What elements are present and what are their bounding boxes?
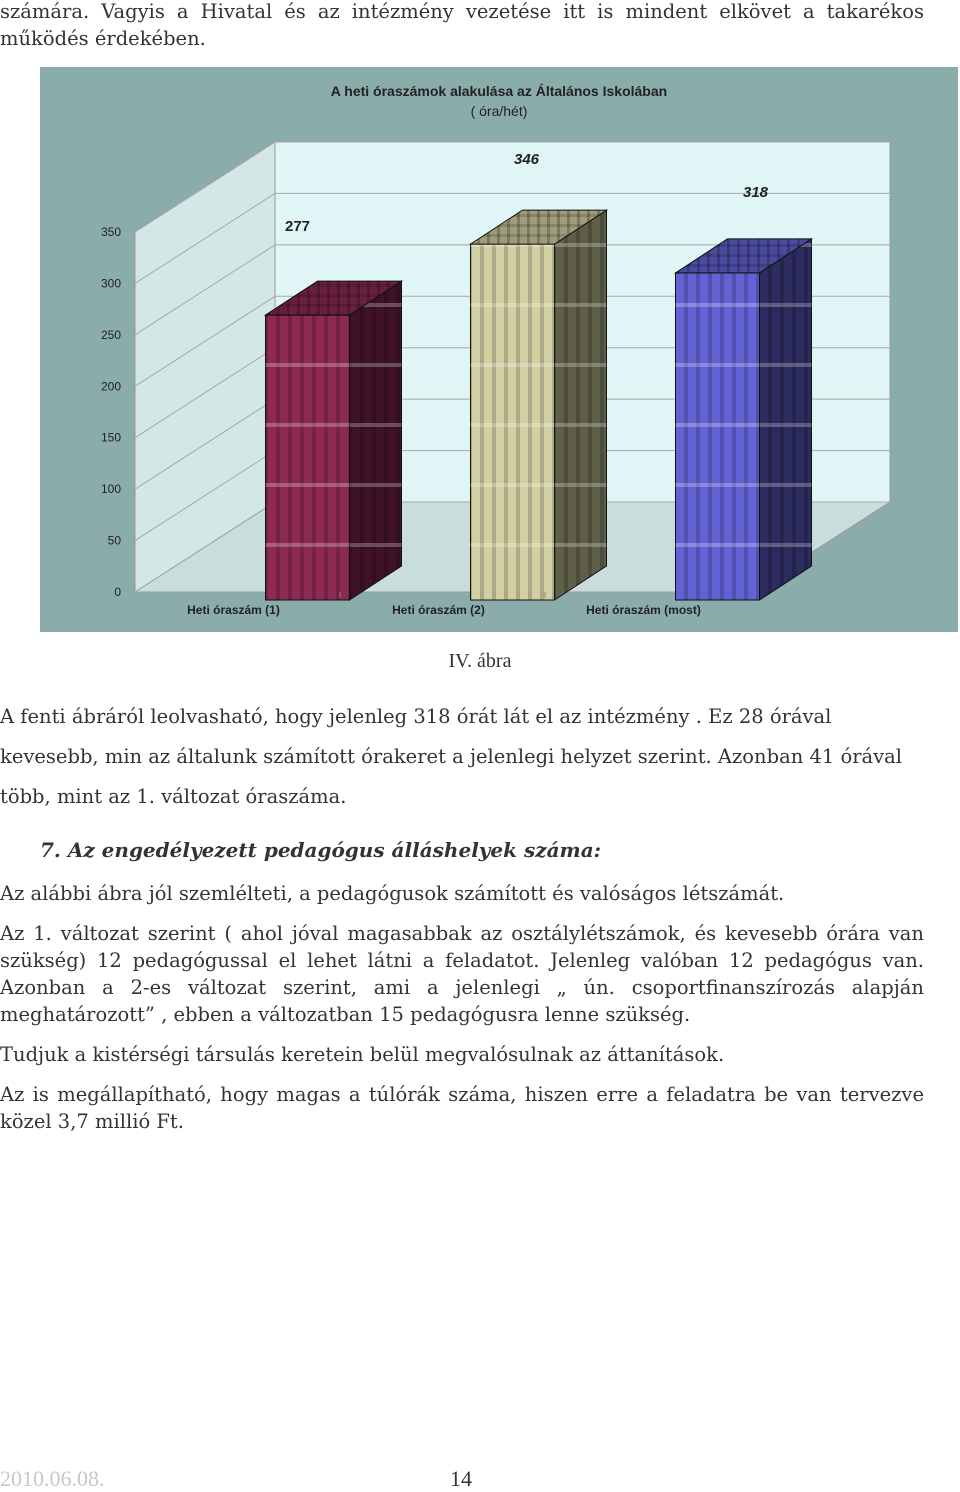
figure-caption: IV. ábra [448,650,512,672]
y-tick-label: 250 [100,327,121,342]
bar-front-texture [266,315,350,600]
y-tick-label: 150 [100,430,121,445]
y-tick-label: 100 [100,482,121,497]
x-tick-label: Heti óraszám (most) [586,603,701,617]
data-label: 277 [284,218,311,236]
x-tick-label: Heti óraszám (1) [187,603,280,617]
y-tick-label: 350 [100,225,121,239]
bar-front-texture [676,273,760,600]
bar-front-texture [471,244,555,600]
paragraph-chart-summary: A fenti ábráról leolvasható, hogy jelenleg 318 órát lát el az intézmény . Ez 28 órával kevesebb, min az általunk számított órakeret a jelenlegi helyzet szerint. Azonban 41 órával több, mint az 1. változat óraszáma. [0,705,903,808]
y-tick-label: 300 [100,276,121,291]
paragraph-variants: Az 1. változat szerint ( ahol jóval magasabbak az osztálylétszámok, és kevesebb órára van szükség) 12 pedagógussal el lehet látni a feladatot. Jelenleg valóban 12 pedagógus van. Azonban a 2-es változat szerint, ami a jelenlegi „ ún. csoportfinanszírozás alapján meghatározott” , ebben a változatban 15 pedagógusra lenne szükség. [0,922,924,1026]
data-label: 318 [742,183,769,201]
data-label: 346 [513,151,540,169]
y-tick-label: 200 [100,379,121,394]
x-tick-label: Heti óraszám (2) [392,603,485,617]
bar-side-texture [760,239,812,600]
bar-chart [40,67,958,632]
chart-title: A heti óraszámok alakulása az Általános Iskolában [330,83,668,99]
bar-2 [471,210,607,600]
chart-svg [40,67,958,632]
paragraph-overtime: Az is megállapítható, hogy magas a túlórák száma, hiszen erre a feladatra be van tervezve közel 3,7 millió Ft. [0,1083,924,1133]
y-tick-label: 0 [114,585,121,599]
bar-side-texture [555,210,607,600]
bar-3 [676,239,812,600]
top-continuation-text: számára. Vagyis a Hivatal és az intézmény vezetése itt is mindent elkövet a takarékos működés érdekében. [0,0,924,50]
y-tick-label: 50 [107,533,121,548]
section-heading: 7. Az engedélyezett pedagógus álláshelyek száma: [40,838,602,862]
bar-1 [266,281,402,600]
footer-date: 2010.06.08. [0,1466,105,1491]
paragraph-intro: Az alábbi ábra jól szemlélteti, a pedagógusok számított és valóságos létszámát. [0,882,785,905]
paragraph-regional: Tudjuk a kistérségi társulás keretein belül megvalósulnak az áttanítások. [0,1043,725,1066]
page-number: 14 [450,1466,472,1491]
chart-subtitle: ( óra/hét) [470,103,528,119]
bar-side-texture [350,281,402,600]
